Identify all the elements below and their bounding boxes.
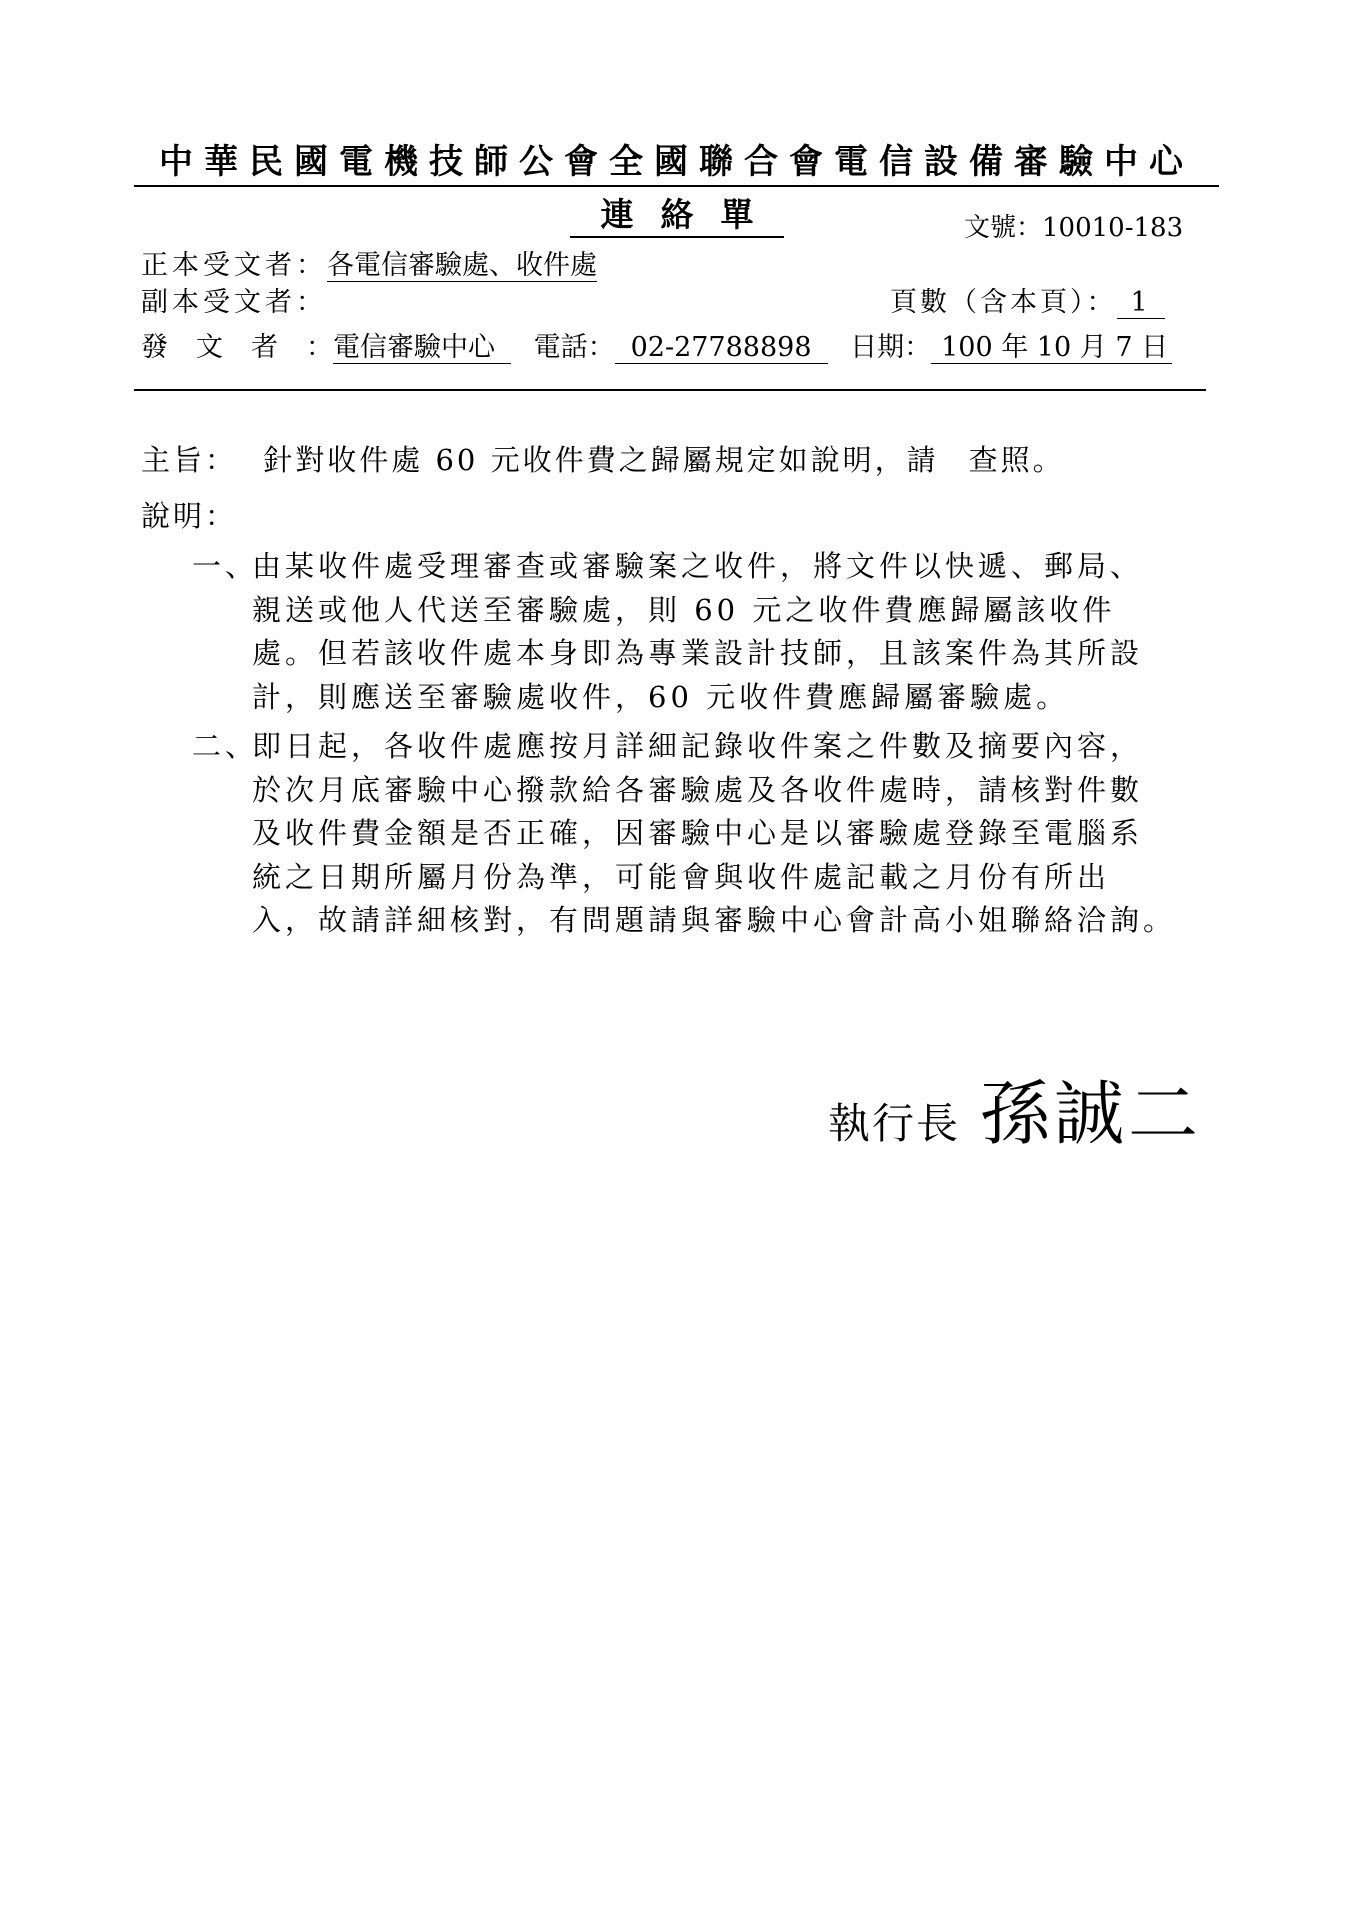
item-line: 處。但若該收件處本身即為專業設計技師，且該案件為其所設 [252, 636, 1144, 670]
signatory-name: 孫誠二 [980, 1073, 1203, 1155]
page-count [890, 285, 1165, 321]
sender-value: 電信審驗中心 [333, 333, 511, 364]
date-value: 100 年 10 月 7 日 [931, 333, 1172, 364]
item-line: 於次月底審驗中心撥款給各審驗處及各收件處時，請核對件數 [252, 772, 1144, 807]
document-number-label: 文號： [964, 213, 1043, 243]
explanation-item-1 [192, 545, 1222, 719]
subject-line [141, 440, 1065, 480]
main-recipient-value: 各電信審驗處、收件處 [327, 250, 597, 281]
subject-closing: 查照。 [968, 443, 1065, 477]
document-number [964, 210, 1183, 246]
explanation-item-2 [192, 725, 1222, 943]
phone-value: 02-27788898 [615, 333, 828, 364]
item-line: 由某收件處受理審查或審驗案之收件，將文件以快遞、郵局、 [252, 549, 1144, 583]
page-count-value: 1 [1117, 288, 1165, 319]
page-count-label: 頁數（含本頁）： [890, 287, 1117, 318]
item-line: 統之日期所屬月份為準，可能會與收件處記載之月份有所出 [252, 859, 1111, 894]
header-separator [134, 389, 1206, 391]
subject-label: 主旨： [141, 443, 238, 477]
copy-recipient-label: 副本受文者： [141, 287, 327, 318]
subject-text: 針對收件處 60 元收件費之歸屬規定如說明，請 [263, 443, 939, 477]
item-line: 即日起，各收件處應按月詳細記錄收件案之件數及摘要內容， [252, 729, 1144, 763]
sender-label-colon: ： [306, 332, 333, 363]
main-recipient-row [141, 248, 597, 284]
item-number: 二、 [192, 729, 259, 763]
sender-label: 發文者 [141, 332, 306, 363]
item-number: 一、 [192, 549, 259, 583]
main-recipient-label: 正本受文者： [141, 250, 327, 281]
sender-row [141, 330, 1172, 366]
copy-recipient-row [141, 285, 327, 321]
organization-title: 中華民國電機技師公會全國聯合會電信設備審驗中心 [159, 142, 1194, 182]
phone-label: 電話： [533, 332, 615, 363]
item-line: 計，則應送至審驗處收件，60 元收件費應歸屬審驗處。 [252, 679, 1070, 714]
explanation-label: 說明： [141, 499, 238, 533]
signatory-title: 執行長 [828, 1099, 961, 1148]
item-line: 及收件費金額是否正確，因審驗中心是以審驗處登錄至電腦系 [252, 816, 1144, 850]
item-line: 親送或他人代送至審驗處，則 60 元之收件費應歸屬該收件 [252, 592, 1116, 627]
document-type-title: 連絡單 [570, 194, 784, 238]
item-line: 入，故請詳細核對，有問題請與審驗中心會計高小姐聯絡洽詢。 [252, 903, 1177, 937]
document-number-value: 10010-183 [1042, 213, 1184, 243]
title-underline [134, 185, 1219, 187]
signature-block [828, 1058, 1202, 1159]
date-label: 日期： [850, 332, 932, 363]
